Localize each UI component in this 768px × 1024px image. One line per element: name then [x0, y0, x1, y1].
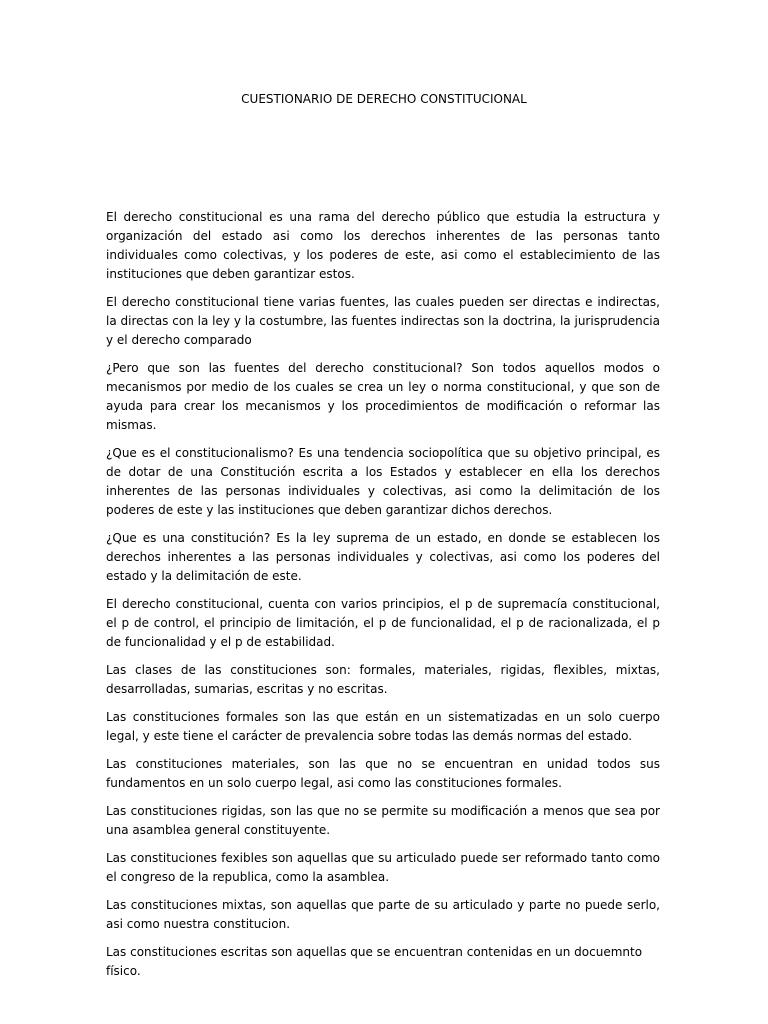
paragraph: Las constituciones rigidas, son las que no se permite su modificación a menos que sea por una asamblea general constituyente. — [106, 804, 660, 837]
document-body — [106, 208, 660, 990]
paragraph: ¿Que es una constitución? Es la ley suprema de un estado, en donde se establecen los derechos inherentes a las personas individuales y colectivas, asi como los poderes del estado y la delimitación de este. — [106, 531, 660, 583]
paragraph: Las clases de las constituciones son: formales, materiales, rigidas, flexibles, mixtas, desarrolladas, sumarias, escritas y no escritas. — [106, 663, 660, 696]
paragraph: ¿Pero que son las fuentes del derecho constitucional? Son todos aquellos modos o mecanismos por medio de los cuales se crea un ley o norma constitucional, y que son de ayuda para crear los mecanismos y los procedimientos de modificación o reformar las mismas. — [106, 361, 660, 432]
paragraph: Las constituciones mixtas, son aquellas que parte de su articulado y parte no puede serlo, asi como nuestra constitucion. — [106, 898, 660, 931]
document-title: CUESTIONARIO DE DERECHO CONSTITUCIONAL — [241, 92, 527, 106]
paragraph: El derecho constitucional es una rama del derecho público que estudia la estructura y organización del estado asi como los derechos inherentes de las personas tanto individuales como colectivas, y los poderes de este, asi como el establecimiento de las instituciones que deben garantizar estos. — [106, 210, 660, 281]
paragraph: Las constituciones escritas son aquellas que se encuentran contenidas en un docuemnto físico. — [106, 945, 643, 978]
paragraph: ¿Que es el constitucionalismo? Es una tendencia sociopolítica que su objetivo principal, es de dotar de una Constitución escrita a los Estados y establecer en ella los derechos inherentes de las personas individuales y colectivas, asi como la delimitación de los poderes de este y las instituciones que deben garantizar dichos derechos. — [106, 446, 660, 517]
paragraph: El derecho constitucional tiene varias fuentes, las cuales pueden ser directas e indirectas, la directas con la ley y la costumbre, las fuentes indirectas son la doctrina, la jurisprudencia y el derecho comparado — [106, 295, 660, 347]
paragraph: Las constituciones materiales, son las que no se encuentran en unidad todos sus fundamentos en un solo cuerpo legal, asi como las constituciones formales. — [106, 757, 660, 790]
paragraph: El derecho constitucional, cuenta con varios principios, el p de supremacía constitucional, el p de control, el principio de limitación, el p de funcionalidad, el p de racionalizada, el p de funcionalidad y el p de estabilidad. — [106, 597, 660, 649]
paragraph: Las constituciones formales son las que están en un sistematizadas en un solo cuerpo legal, y este tiene el carácter de prevalencia sobre todas las demás normas del estado. — [106, 710, 660, 743]
paragraph: Las constituciones fexibles son aquellas que su articulado puede ser reformado tanto como el congreso de la republica, como la asamblea. — [106, 851, 660, 884]
